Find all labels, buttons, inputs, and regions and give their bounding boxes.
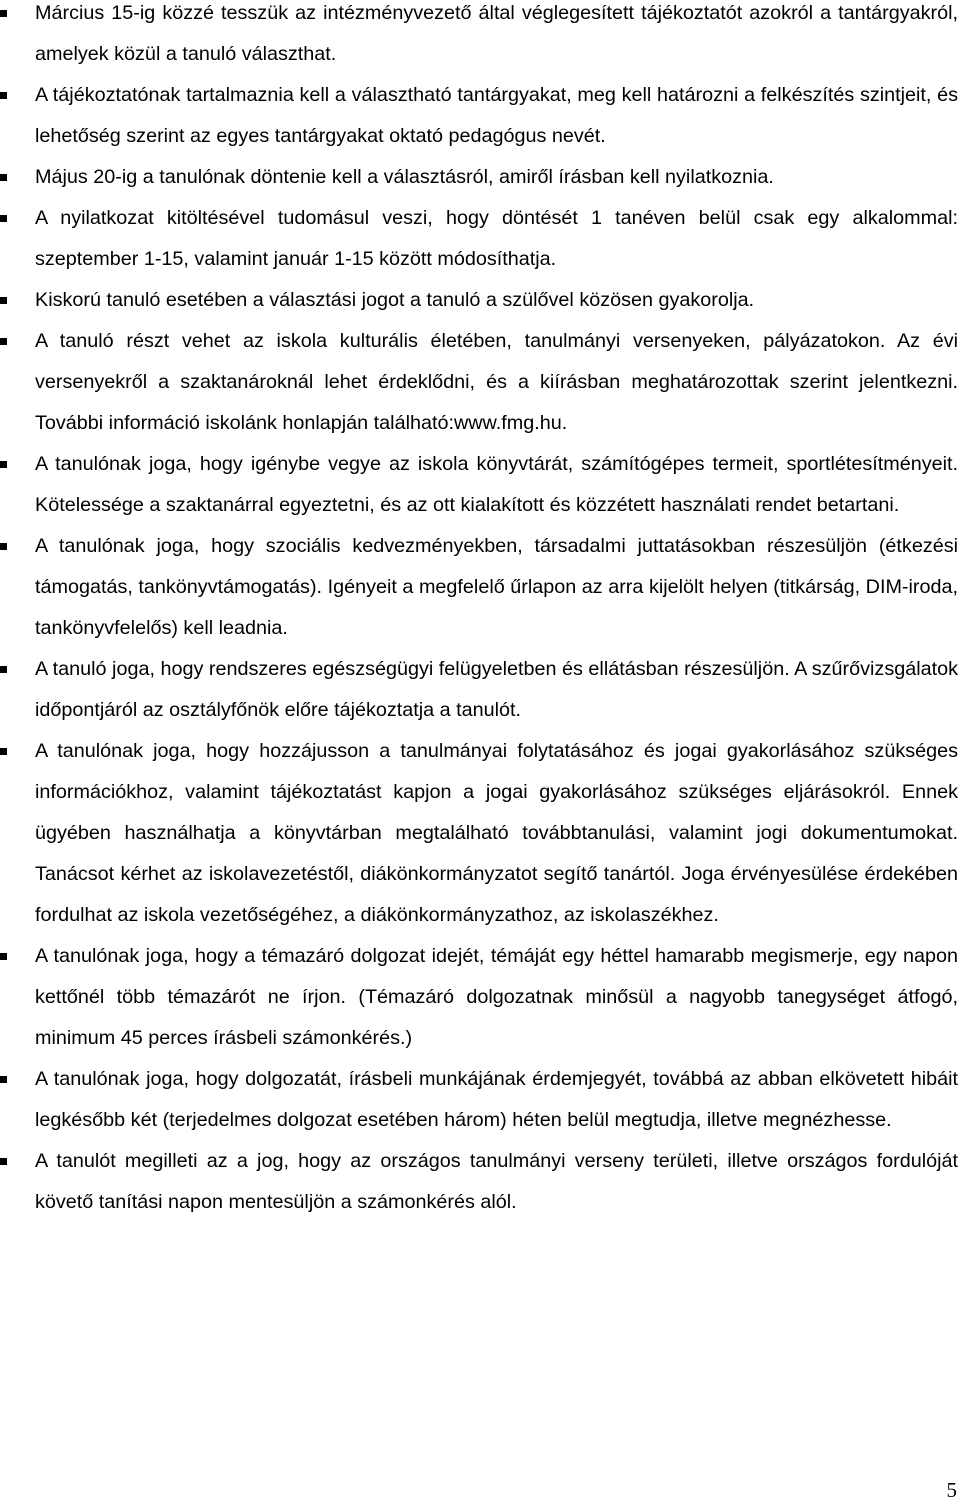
- square-bullet-icon: [0, 461, 7, 468]
- list-item: [0, 1059, 958, 1141]
- square-bullet-icon: [0, 92, 7, 99]
- square-bullet-icon: [0, 666, 7, 673]
- list-item-text: A tanuló joga, hogy rendszeres egészségügyi felügyeletben és ellátásban részesüljön. A szűrővizsgálatok időpontjáról az osztályfőnök előre tájékoztatja a tanulót.: [35, 658, 958, 721]
- list-item-text: A tanuló részt vehet az iskola kulturális életében, tanulmányi versenyeken, pályázatokon. Az évi versenyekről a szaktanároknál lehet érdeklődni, és a kiírásban meghatározottak szerint jelentkezni. További információ iskolánk honlapján található:www.fmg.hu.: [35, 330, 958, 434]
- list-item: [0, 198, 958, 280]
- list-item-text: A tanulónak joga, hogy dolgozatát, írásbeli munkájának érdemjegyét, továbbá az abban elkövetett hibáit legkésőbb két (terjedelmes dolgozat esetében három) héten belül megtudja, illetve megnézhesse.: [35, 1068, 958, 1131]
- page-number: 5: [946, 1478, 957, 1502]
- list-item-text: A tájékoztatónak tartalmaznia kell a választható tantárgyakat, meg kell határozni a felkészítés szintjeit, és lehetőség szerint az egyes tantárgyakat oktató pedagógus nevét.: [35, 84, 958, 147]
- list-item-text: A nyilatkozat kitöltésével tudomásul veszi, hogy döntését 1 tanéven belül csak egy alkalommal: szeptember 1-15, valamint január 1-15 között módosíthatja.: [35, 207, 958, 270]
- square-bullet-icon: [0, 215, 7, 222]
- list-item: [0, 649, 958, 731]
- list-item: [0, 157, 958, 198]
- square-bullet-icon: [0, 174, 7, 181]
- square-bullet-icon: [0, 297, 7, 304]
- list-item-text: A tanulónak joga, hogy hozzájusson a tanulmányai folytatásához és jogai gyakorlásához szükséges információkhoz, valamint tájékoztatást kapjon a jogai gyakorlásához szükséges eljárásokról. Ennek ügyében használhatja a könyvtárban megtalálható továbbtanulási, valamint jogi dokumentumokat. Tanácsot kérhet az iskolavezetéstől, diákönkormányzatot segítő tanártól. Joga érvényesülése érdekében fordulhat az iskola vezetőségéhez, a diákönkormányzathoz, az iskolaszékhez.: [35, 740, 958, 926]
- square-bullet-icon: [0, 10, 7, 17]
- square-bullet-icon: [0, 748, 7, 755]
- list-item: [0, 321, 958, 444]
- square-bullet-icon: [0, 338, 7, 345]
- list-item-text: Május 20-ig a tanulónak döntenie kell a választásról, amiről írásban kell nyilatkoznia.: [35, 166, 774, 188]
- list-item: [0, 1141, 958, 1223]
- list-item-text: Március 15-ig közzé tesszük az intézményvezető által véglegesített tájékoztatót azokról a tantárgyakról, amelyek közül a tanuló választhat.: [35, 2, 958, 65]
- list-item-text: Kiskorú tanuló esetében a választási jogot a tanuló a szülővel közösen gyakorolja.: [35, 289, 755, 311]
- list-item: [0, 75, 958, 157]
- square-bullet-icon: [0, 543, 7, 550]
- list-item: [0, 526, 958, 649]
- list-item-text: A tanulónak joga, hogy szociális kedvezményekben, társadalmi juttatásokban részesüljön (étkezési támogatás, tankönyvtámogatás). Igényeit a megfelelő űrlapon az arra kijelölt helyen (titkárság, DIM-iroda, tankönyvfelelős) kell leadnia.: [35, 535, 958, 639]
- list-item: [0, 444, 958, 526]
- list-item-text: A tanulónak joga, hogy a témazáró dolgozat idejét, témáját egy héttel hamarabb megismerje, egy napon kettőnél több témazárót ne írjon. (Témazáró dolgozatnak minősül a nagyobb tanegységet átfogó, minimum 45 perces írásbeli számonkérés.): [35, 945, 958, 1049]
- list-item-text: A tanulót megilleti az a jog, hogy az országos tanulmányi verseny területi, illetve országos fordulóját követő tanítási napon mentesüljön a számonkérés alól.: [35, 1150, 958, 1213]
- square-bullet-icon: [0, 953, 7, 960]
- list-item-text: A tanulónak joga, hogy igénybe vegye az iskola könyvtárát, számítógépes termeit, sportlétesítményeit. Kötelessége a szaktanárral egyeztetni, és az ott kialakított és közzétett használati rendet betartani.: [35, 453, 958, 516]
- list-item: [0, 280, 958, 321]
- list-item: [0, 0, 958, 75]
- list-item: [0, 731, 958, 936]
- square-bullet-icon: [0, 1076, 7, 1083]
- square-bullet-icon: [0, 1158, 7, 1165]
- list-item: [0, 936, 958, 1059]
